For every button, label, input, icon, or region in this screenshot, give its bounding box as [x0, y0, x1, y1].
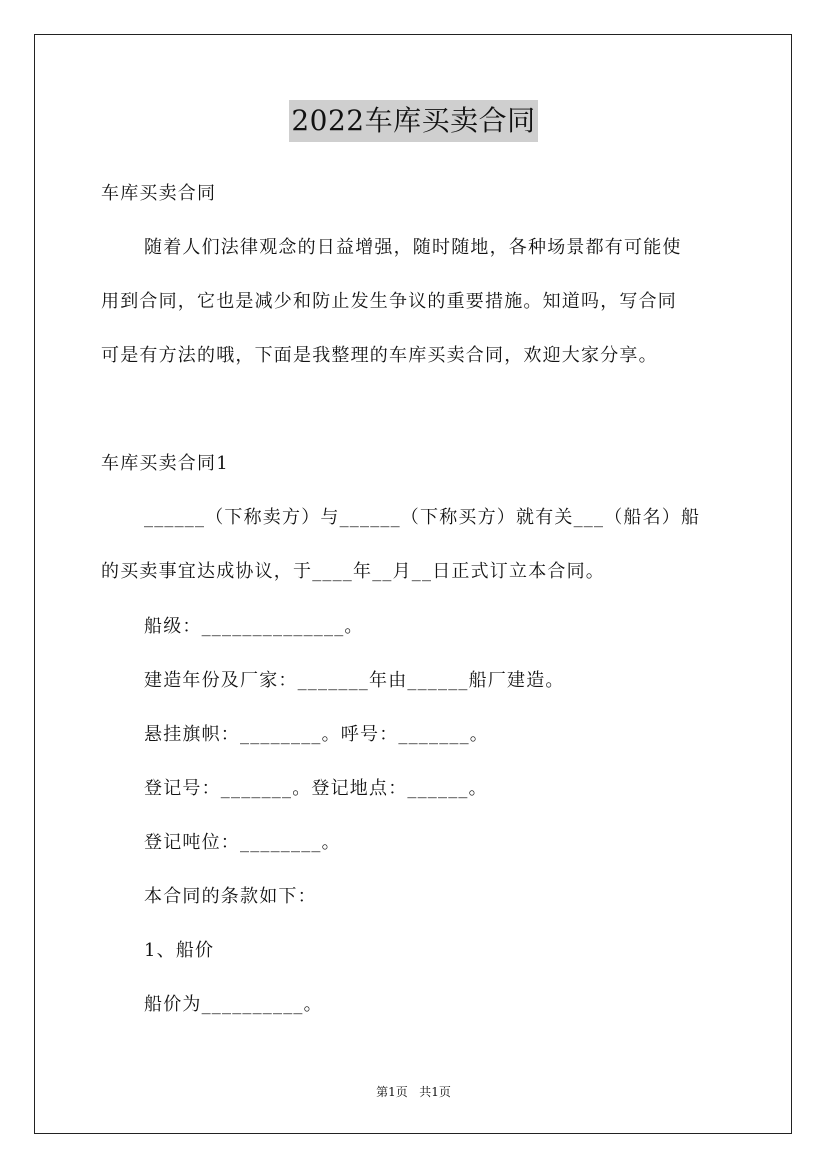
- section1-paragraph-line: 的买卖事宜达成协议，于____年__月__日正式订立本合同。: [101, 561, 605, 582]
- field-registration: 登记号：_______。登记地点：______。: [144, 778, 488, 799]
- field-flag-callsign: 悬挂旗帜：________。呼号：_______。: [144, 724, 489, 745]
- intro-paragraph-line: 可是有方法的哦，下面是我整理的车库买卖合同，欢迎大家分享。: [101, 345, 658, 366]
- field-tonnage: 登记吨位：________。: [144, 832, 341, 853]
- intro-paragraph-line: 用到合同，它也是减少和防止发生争议的重要措施。知道吗，写合同: [101, 291, 677, 312]
- document-title: 2022车库买卖合同: [289, 100, 537, 142]
- field-ship-class: 船级：______________。: [144, 616, 364, 637]
- title-container: [0, 100, 827, 142]
- section1-heading: 车库买卖合同1: [101, 453, 229, 474]
- intro-paragraph-line: 随着人们法律观念的日益增强，随时随地，各种场景都有可能使: [144, 237, 682, 258]
- terms-intro: 本合同的条款如下：: [144, 886, 317, 907]
- page-footer: 第1页 共1页: [376, 1085, 451, 1099]
- intro-heading: 车库买卖合同: [101, 183, 217, 204]
- clause-price: 船价为__________。: [144, 994, 323, 1015]
- field-build-year: 建造年份及厂家：_______年由______船厂建造。: [144, 670, 565, 691]
- clause-heading: 1、船价: [144, 940, 215, 961]
- section1-paragraph-line: ______（下称卖方）与______（下称买方）就有关___（船名）船: [144, 507, 701, 528]
